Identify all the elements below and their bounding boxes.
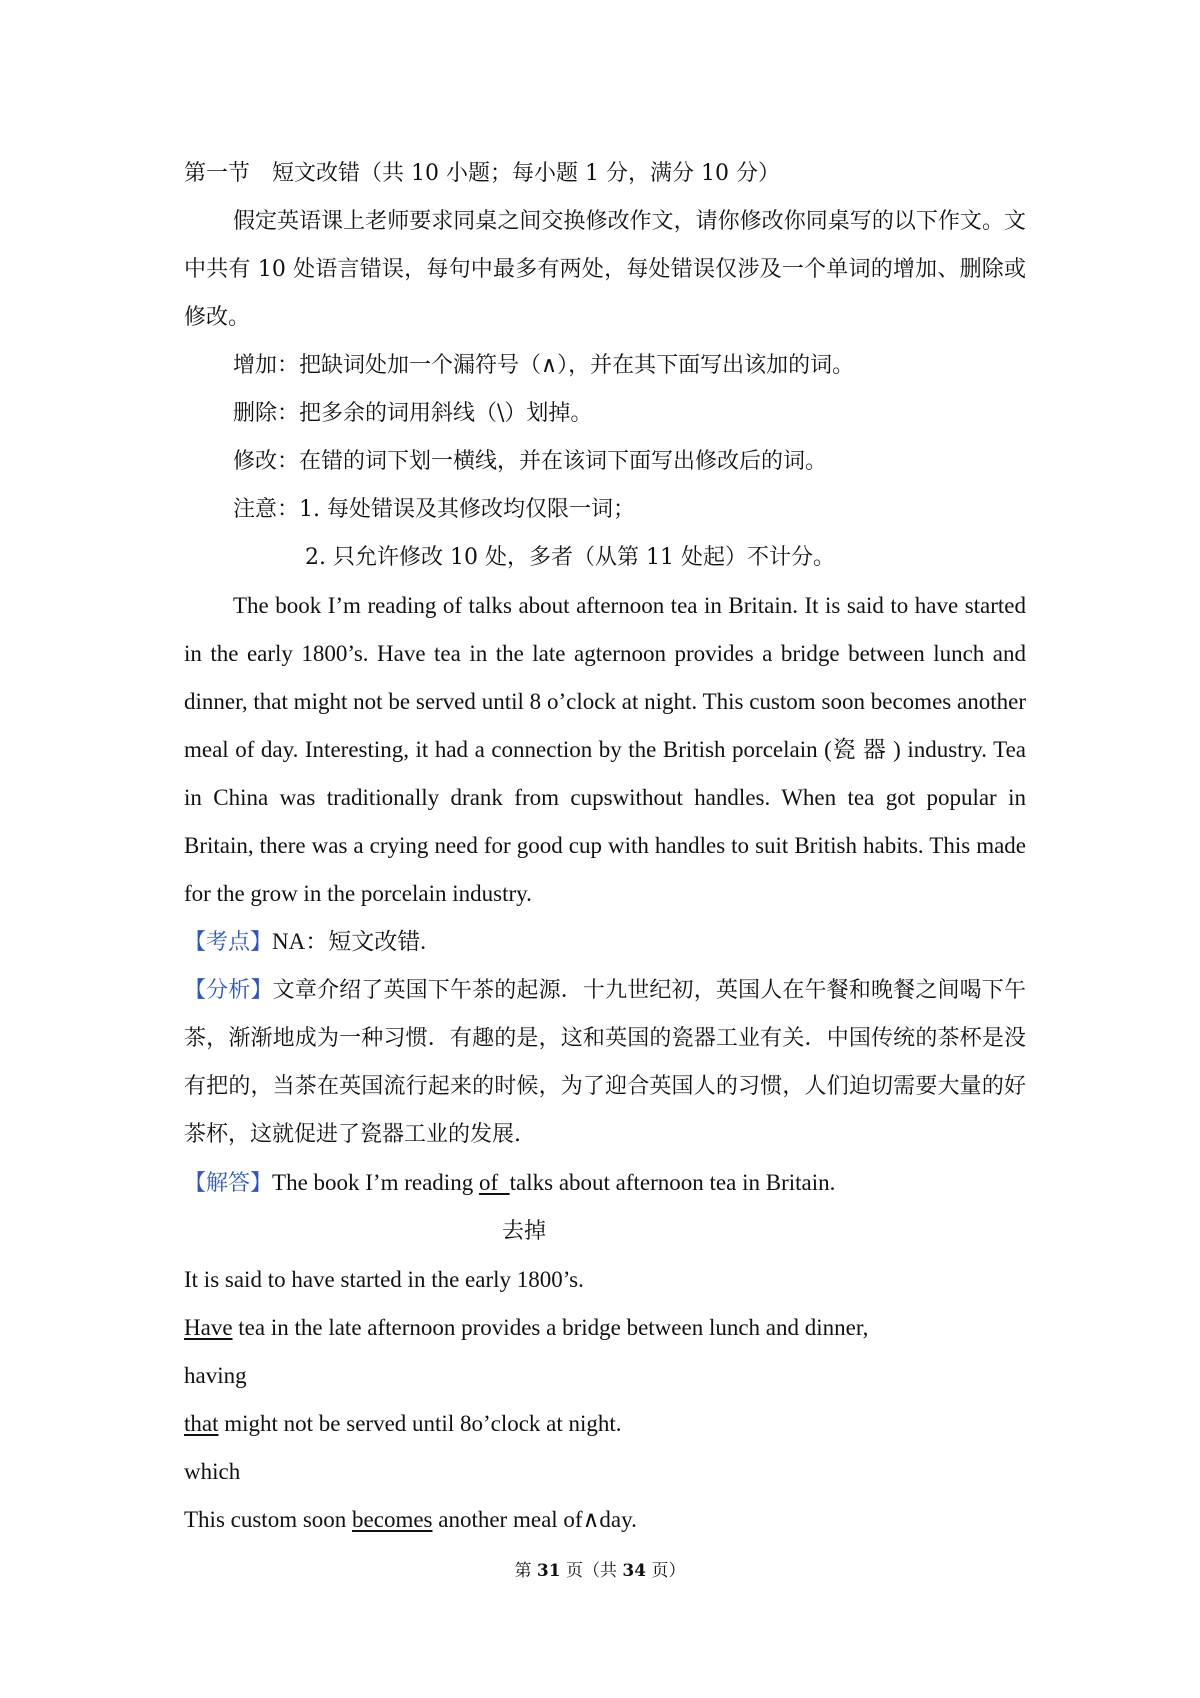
jieda-line5-after: another meal of∧day. [432,1507,637,1532]
footer-middle: 页（共 [560,1561,623,1581]
jieda-line1-error: of [478,1170,510,1195]
footer-page-number: 31 [536,1561,561,1581]
passage-text: The book I’m reading of talks about afternoon tea in Britain. It is said to have started in the early 1800’s. Have tea in the late agternoon provides a bridge between lunch and dinner, that might not be served until 8 o’clock at night. This custom soon becomes another meal of day. Interesting, it had a connection by the British porcelain (瓷 器 ) industry. Tea in China was traditionally drank from cupswithout handles. When tea got popular in Britain, there was a crying need for good cup with handles to suit British habits. This made for the grow in the porcelain industry. [184,593,1026,906]
jieda-line1-correction: 去掉 [502,1219,547,1244]
jieda-line-5 [184,1496,1026,1544]
jieda-label: 【解答】 [184,1171,273,1196]
jieda-line4-correction: which [184,1459,241,1484]
footer-total-pages: 34 [622,1561,647,1581]
section-title: 第一节 短文改错（共 10 小题；每小题 1 分，满分 10 分） [184,161,780,186]
jieda-line5-before: This custom soon [184,1507,353,1532]
jieda-line3-error: Have [184,1315,233,1340]
instructions-modify: 修改：在错的词下划一横线，并在该词下面写出修改后的词。 [233,449,828,474]
instructions-delete: 删除：把多余的词用斜线（\）划掉。 [233,401,593,426]
kaodian-text: NA：短文改错. [272,929,426,954]
jieda-line4-after: might not be served until 8o’clock at night. [218,1411,622,1436]
jieda-line4-error: that [184,1411,219,1436]
jieda-line5-error: becomes [352,1507,433,1532]
jieda-line-4 [184,1400,1026,1448]
instructions-intro: 假定英语课上老师要求同桌之间交换修改作文，请你修改你同桌写的以下作文。文中共有 10 处语言错误，每句中最多有两处，每处错误仅涉及一个单词的增加、删除或修改。 [184,209,1026,330]
jieda-line1-before: The book I’m reading [272,1170,479,1195]
fenxi-paragraph [184,967,1026,1159]
footer-prefix: 第 [514,1561,537,1581]
jieda-line-2: It is said to have started in the early 1800’s. [184,1267,584,1292]
kaodian-label: 【考点】 [184,930,273,955]
fenxi-label: 【分析】 [184,978,273,1003]
jieda-line1-after: talks about afternoon tea in Britain. [509,1170,836,1195]
instructions-note1: 注意：1. 每处错误及其修改均仅限一词； [233,497,635,522]
page-footer [0,1556,1200,1581]
footer-suffix: 页） [646,1561,686,1581]
jieda-line-1 [184,1159,1026,1208]
instructions-note2: 2. 只允许修改 10 处，多者（从第 11 处起）不计分。 [305,545,835,570]
kaodian-line [184,918,1026,967]
fenxi-text: 文章介绍了英国下午茶的起源．十九世纪初，英国人在午餐和晚餐之间喝下午茶，渐渐地成为一种习惯．有趣的是，这和英国的瓷器工业有关．中国传统的茶杯是没有把的，当茶在英国流行起来的时候，为了迎合英国人的习惯，人们迫切需要大量的好茶杯，这就促进了瓷器工业的发展. [184,978,1026,1147]
jieda-line-3 [184,1304,1026,1352]
jieda-line3-after: tea in the late afternoon provides a bridge between lunch and dinner, [232,1315,869,1340]
jieda-line3-correction: having [184,1363,247,1388]
instructions-add: 增加：把缺词处加一个漏符号（∧），并在其下面写出该加的词。 [233,353,855,378]
document-body [184,150,1026,1544]
